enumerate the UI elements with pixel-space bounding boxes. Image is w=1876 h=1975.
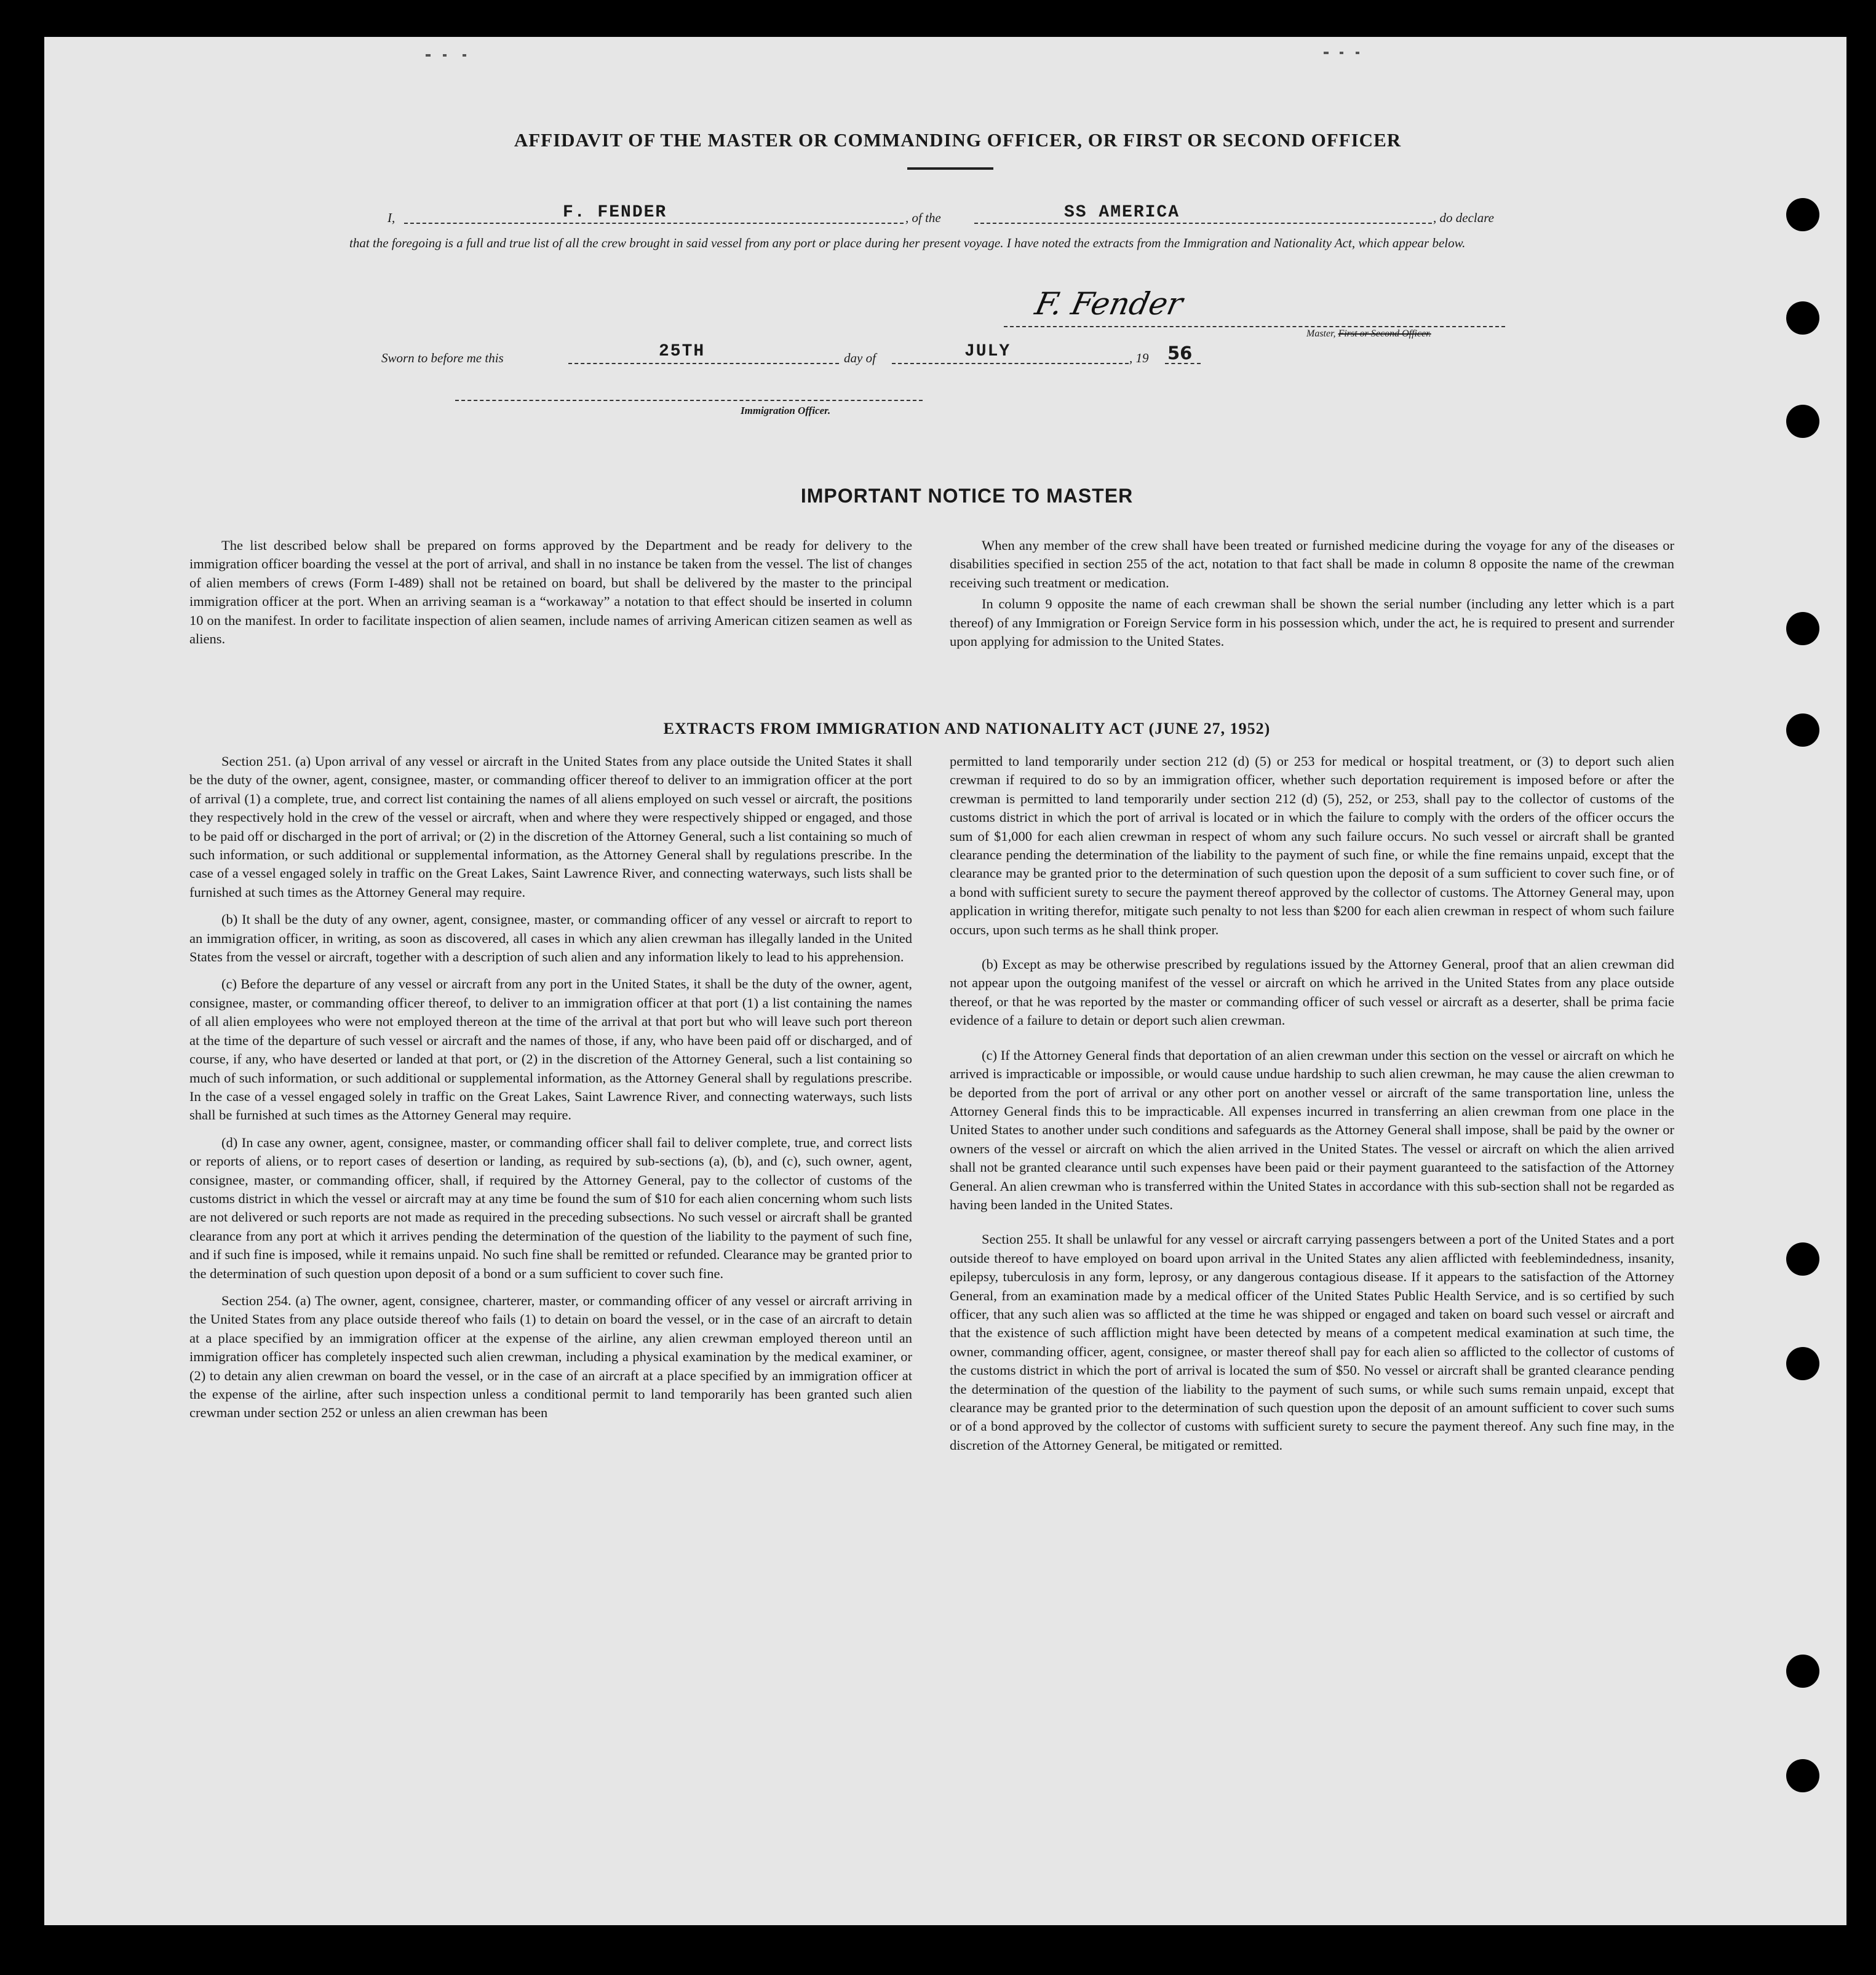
sworn-year: 56 [1167,343,1193,364]
punch-hole-6 [1786,1242,1819,1276]
scan-mark [426,54,431,57]
name-line [404,223,904,224]
notice-paragraph: The list described below shall be prepared on forms approved by the Department and be ready for delivery to the immigration officer boarding the vessel at the port of arrival, and shall in no instance be taken from the vessel. The list of changes of alien members of crews (Form I-489) shall not be retained on board, but shall be delivered by the master to the principal immigration officer at the port. When an arriving seaman is a “workaway” a notation to that effect should be inserted in column 10 on the manifest. In order to facilitate inspection of alien seamen, include names of arriving American citizen seamen as well as aliens. [189,538,912,647]
scan-mark [1324,52,1329,54]
punch-hole-3 [1786,405,1819,438]
i-label: I, [388,210,395,225]
section-254a: Section 254. (a) The owner, agent, consignee, charterer, master, or commanding officer of any vessel or aircraft arriving in the United States from any place outside thereof who fails (1) to detain on board the vessel, or in the case of an aircraft to detain at a place specified by an immigration officer at the expense of the airline, any alien crewman employed thereon until an immigration officer has completely inspected such alien crewman, including a physical examination by the medical examiner, or (2) to detain any alien crewman on board the vessel, or in the case of an aircraft at a place specified by an immigration officer at the expense of the airline, after such inspection unless a conditional permit to land temporarily has been granted such alien crewman under section 252 or unless an alien crewman has been [189,1292,912,1421]
extracts-right-column [950,752,1674,1463]
scan-mark [1340,52,1343,54]
notice-title: IMPORTANT NOTICE TO MASTER [800,485,1134,507]
section-251a: Section 251. (a) Upon arrival of any vessel or aircraft in the United States from any place outside the United States it shall be the duty of the owner, agent, consignee, master, or commanding officer thereof to deliver to an immigration officer at the port of arrival (1) a complete, true, and correct list containing the names of all aliens employed on such vessel or aircraft, the positions they respectively hold in the crew of the vessel or aircraft, when and where they were respectively shipped or engaged, and those to be paid off or discharged in the port of arrival; or (2) in the discretion of the Attorney General, such a list containing so much of such information, or such additional or supplemental information, as the Attorney General shall by regulations prescribe. In the case of a vessel engaged solely in traffic on the Great Lakes, Saint Lawrence River, and connecting waterways, such lists shall be furnished at such times as the Attorney General may require. [189,753,912,900]
struck-officer-label: First or Second Officer. [1338,328,1431,339]
section-254b: (b) Except as may be otherwise prescribed by regulations issued by the Attorney General, proof that an alien crewman did not appear upon the outgoing manifest of the vessel or aircraft on which he arrived in the United States from any place outside thereof, or that he was reported by the master or commanding officer of such vessel or aircraft as a deserter, shall be prima facie evidence of a failure to detain or deport such alien crewman. [950,956,1674,1028]
section-254c: (c) If the Attorney General finds that deportation of an alien crewman under this section on the vessel or aircraft on which he arrived is impracticable or impossible, or would cause undue hardship to such alien crewman, he may cause the alien crewman to be deported from the port of arrival or any other port on another vessel or aircraft of the same transportation line, unless the Attorney General finds this to be impracticable. All expenses incurred in transferring an alien crewman from one place in the United States to another under such conditions and safeguards as the Attorney General shall impose, shall be paid by the owner or owners of the vessel or aircraft on which the alien arrived in the United States. The vessel or aircraft on which the alien arrived shall not be granted clearance until such expenses have been paid or their payment guaranteed to the satisfaction of the Attorney General. An alien crewman who is transferred within the United States in accordance with this sub-section shall not be regarded as having been landed in the United States. [950,1047,1674,1212]
section-254a-continued: permitted to land temporarily under section 212 (d) (5) or 253 for medical or hospital treatment, or (3) to deport such alien crewman if required to do so by an immigration officer, whether such deportation requirement is imposed before or after the crewman is permitted to land temporarily under section 212 (d) (5), 252, or 253, shall pay to the collector of customs of the customs district in which the port of arrival is located or in which the failure to comply with the orders of the officer occurs the sum of $1,000 for each alien crewman in respect of whom any such failure occurs. No such vessel or aircraft shall be granted clearance pending the determination of the liability to the payment of such fine, or while the fine remains unpaid, except that the clearance may be granted prior to the determination of such question upon the deposit of a sum sufficient to cover such fine, or of a bond with sufficient surety to secure the payment thereof approved by the collector of customs. The Attorney General may, upon application in writing therefor, mitigate such penalty to not less than $200 for each alien crewman in respect of whom such failure occurs, upon such terms as he shall think proper. [950,753,1674,937]
day-of-label: day of [844,351,876,365]
title-divider [907,167,993,170]
section-251c: (c) Before the departure of any vessel or aircraft from any port in the United States, it shall be the duty of the owner, agent, consignee, master, or commanding officer thereof, to deliver to an immigration officer at that port (1) a list containing the names of all alien employees who were not employed thereon at the time of the arrival at that port but who will leave such port thereon at the time of the departure of such vessel or aircraft and the names of those, if any, who have been paid off or discharged, and of course, if any, who have deserted or landed at that port, or (2) in the discretion of the Attorney General, such a list containing so much of such information, or such additional or supplemental information, as the Attorney General shall by regulations prescribe. In the case of a vessel engaged solely in traffic on the Great Lakes, Saint Lawrence River, and connecting waterways, such lists shall be furnished at such times as the Attorney General may require. [189,976,912,1123]
immigration-officer-line [455,400,923,401]
notice-paragraph: When any member of the crew shall have been treated or furnished medicine during the voyage for any of the diseases or disabilities specified in section 255 of the act, notation to that fact shall be made in column 8 opposite the name of the crewman receiving such treatment or medication. [950,538,1674,590]
notice-paragraph: In column 9 opposite the name of each crewman shall be shown the serial number (including any letter which is a part thereof) of any Immigration or Foreign Service form in his possession which, under the act, he is required to present and surrender upon applying for admission to the United States. [950,596,1674,650]
punch-hole-5 [1786,713,1819,747]
section-255: Section 255. It shall be unlawful for any vessel or aircraft carrying passengers between a port of the United States and a port outside thereof to have employed on board upon arrival in the United States any alien afflicted with feeblemindedness, insanity, epilepsy, tuberculosis in any form, leprosy, or any dangerous contagious disease. If it appears to the satisfaction of the Attorney General, from an examination made by a medical officer of the United States Public Health Service, and is so certified by such officer, that any such alien was so afflicted at the time he was shipped or engaged and taken on board such vessel or aircraft and that the existence of such affliction might have been detected by means of a competent medical examination at such time, the owner, commanding officer, agent, consignee, or master thereof shall pay for each alien so afflicted to the collector of customs of the customs district in which the port of arrival is located the sum of $50. No vessel or aircraft shall be granted clearance pending the determination of the question of the liability to the payment of such sums, or while such sums remain unpaid, except that clearance may be granted prior to the determination of such question upon the deposit of an amount sufficient to cover such sums or of a bond approved by the collector of customs with sufficient surety to secure the payment thereof. Any such fine may, in the discretion of the Attorney General, be mitigated or remitted. [950,1231,1674,1453]
vessel-line [974,223,1432,224]
master-signature: F. Fender [1031,286,1186,322]
punch-hole-4 [1786,612,1819,645]
section-251b: (b) It shall be the duty of any owner, agent, consignee, master, or commanding officer of any vessel or aircraft to report to an immigration officer, in writing, as soon as discovered, all cases in which any alien crewman has illegally landed in the United States from the vessel or aircraft, together with a description of such alien and any information likely to lead to his apprehension. [189,912,912,965]
punch-hole-1 [1786,198,1819,231]
punch-hole-7 [1786,1347,1819,1380]
sworn-month: JULY [964,342,1011,361]
sworn-month-line [892,363,1129,364]
crew-officer-name: F. FENDER [563,203,667,222]
punch-hole-8 [1786,1655,1819,1688]
declaration-text: that the foregoing is a full and true list of all the crew brought in said vessel from any port or place during her present voyage. I have noted the extracts from the Immigration and Nationality Act, which appear below. [349,236,1466,250]
punch-hole-9 [1786,1759,1819,1792]
signature-line [1004,326,1505,327]
sworn-day-line [568,363,839,364]
scan-mark [443,54,447,57]
immigration-officer-label: Immigration Officer. [741,405,831,416]
year-prefix: , 19 [1129,351,1149,365]
notice-left-column [189,536,912,657]
punch-hole-2 [1786,301,1819,335]
of-the-label: , of the [905,210,941,225]
notice-right-column [950,536,1674,659]
master-label: Master, [1306,328,1336,339]
vessel-name: SS AMERICA [1064,203,1180,222]
extracts-left-column [189,752,912,1431]
do-declare-label: , do declare [1433,210,1494,225]
affidavit-title: AFFIDAVIT OF THE MASTER OR COMMANDING OFFICER, OR FIRST OR SECOND OFFICER [514,129,1402,151]
document-page [44,37,1846,1925]
scan-mark [1356,52,1359,54]
signature-title [1306,328,1431,340]
scan-mark [463,54,466,57]
section-251d: (d) In case any owner, agent, consignee, master, or commanding officer shall fail to deliver complete, true, and correct lists or reports of aliens, or to report cases of desertion or landing, as required by sub-sections (a), (b), and (c), such owner, agent, consignee, master, or commanding officer, shall, if required by the Attorney General, pay to the collector of customs of the customs district in which the vessel or aircraft may at any time be found the sum of $10 for each alien concerning whom such lists are not delivered or such reports are not made as required in the preceding subsections. No such vessel or aircraft shall be granted clearance from any port at which it arrives pending the determination of the question of the liability to the payment of such fine, and if such fine is imposed, while it remains unpaid. No such fine shall be remitted or refunded. Clearance may be granted prior to the determination of such question upon deposit of a bond or a sum sufficient to cover such fine. [189,1134,912,1281]
sworn-day: 25TH [659,342,705,361]
sworn-label: Sworn to before me this [381,351,504,365]
extracts-title: EXTRACTS FROM IMMIGRATION AND NATIONALITY ACT (JUNE 27, 1952) [663,720,1271,737]
